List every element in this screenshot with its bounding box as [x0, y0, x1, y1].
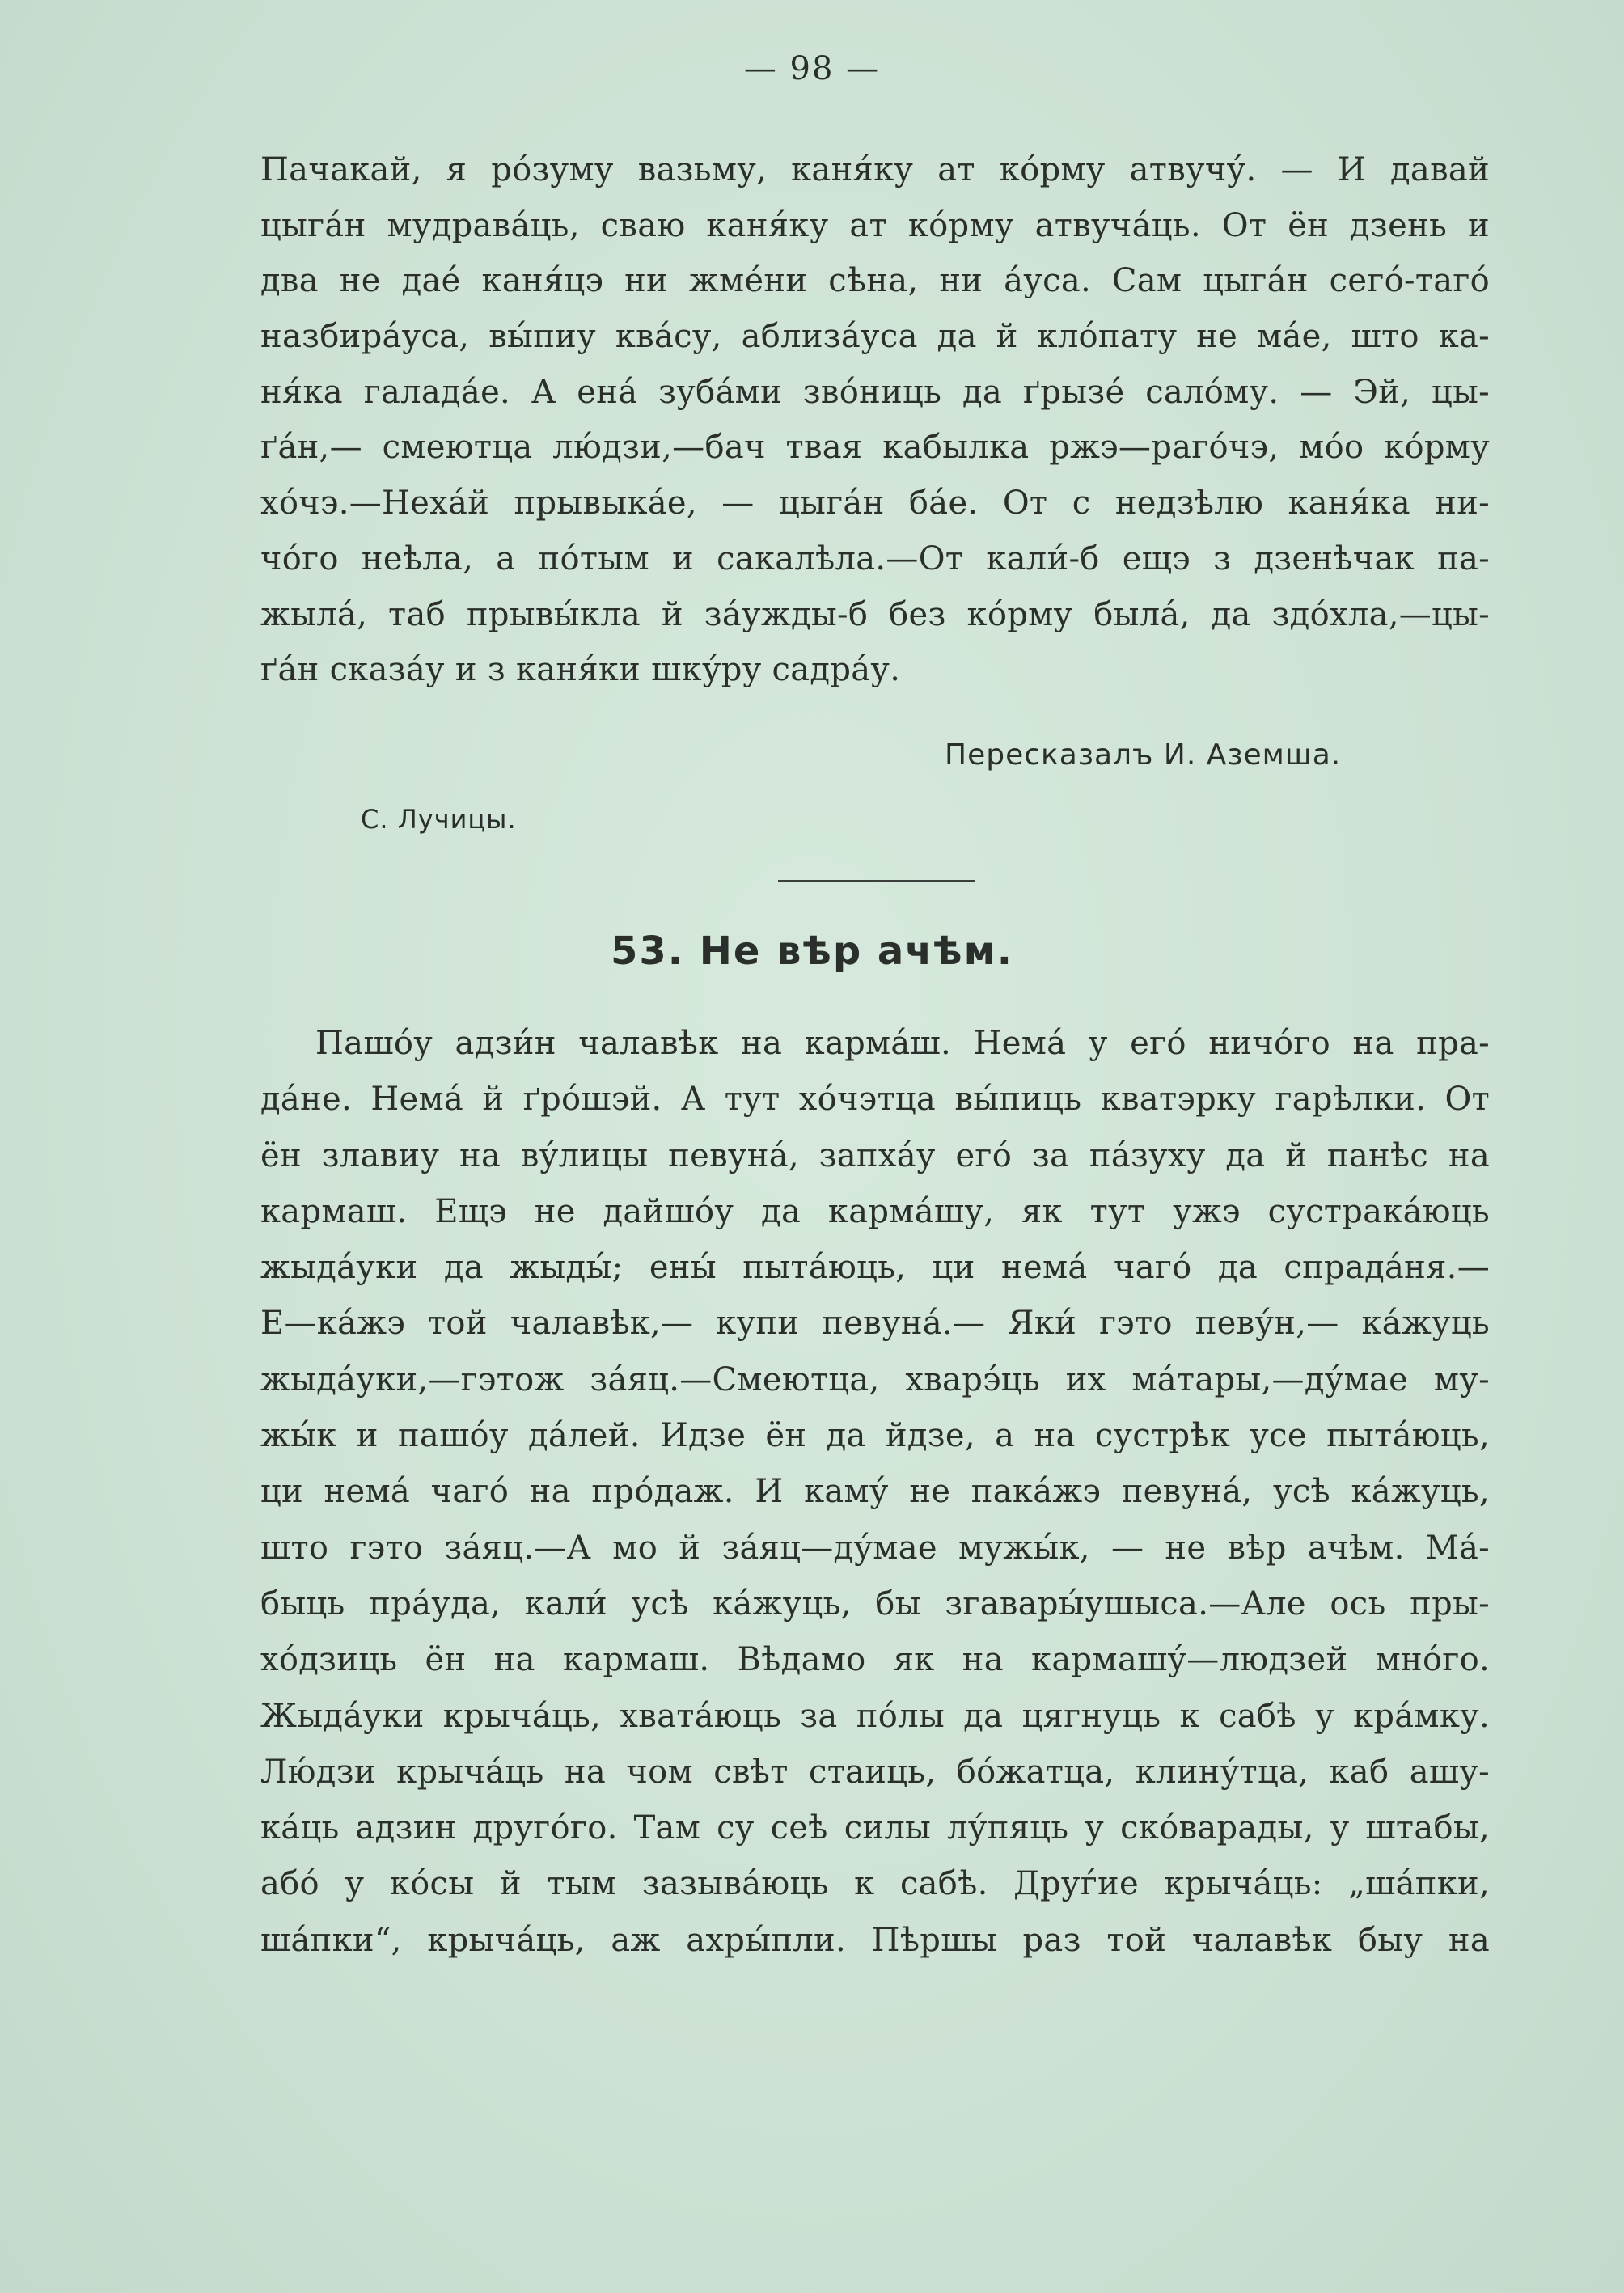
text-line: быць пра́уда, кали́ усѣ ка́жуць, бы згавары́ушыса.—Але ось пры- — [260, 1584, 1490, 1622]
text-line: ґа́н,— смеютца лю́дзи,—бач твая кабылка ржэ—раго́чэ, мо́о ко́рму — [260, 429, 1490, 467]
text-line: ґа́н сказа́у и з каня́ки шку́ру садра́у. — [260, 651, 901, 689]
retold-by-signature: Пересказалъ И. Аземша. — [945, 738, 1342, 772]
text-line: жыда́уки,—гэтож за́яц.—Смеютца, хварэ́ць их ма́тары,—ду́мае му- — [260, 1360, 1490, 1398]
paragraph-story-53 — [260, 1027, 1490, 1980]
text-line: ка́ць адзин друго́го. Там су сеѣ силы лу́пяць у ско́варады, у штабы, — [260, 1809, 1490, 1847]
text-line: што гэто за́яц.—А мо й за́яц—ду́мае мужы́к, — не вѣр ачѣм. Ма́- — [260, 1529, 1490, 1567]
text-line: хо́чэ.—Неха́й прывыка́е, — цыга́н ба́е. От с недзѣлю каня́ка ни- — [260, 484, 1490, 522]
text-line: Лю́дзи крыча́ць на чом свѣт стаиць, бо́жатца, клину́тца, каб ашу- — [260, 1753, 1490, 1791]
text-line: жы́к и пашо́у да́лей. Идзе ён да йдзе, а на сустрѣк усе пыта́юць, — [260, 1417, 1490, 1455]
text-line: Жыда́уки крыча́ць, хвата́юць за по́лы да цягнуць к сабѣ у кра́мку. — [260, 1697, 1490, 1735]
text-line: хо́дзиць ён на кармаш. Вѣдамо як на кармашу́—людзей мно́го. — [260, 1641, 1490, 1679]
text-line: Пачакай, я ро́зуму вазьму, каня́ку ат ко́рму атвучу́. — И давай — [260, 151, 1490, 188]
section-divider — [778, 880, 975, 882]
text-line: або́ у ко́сы й тым зазыва́юць к сабѣ. Друѓие крыча́ць: „ша́пки, — [260, 1865, 1490, 1903]
text-line: назбира́уса, вы́пиу ква́су, аблиза́уса да й кло́пату не ма́е, што ка- — [260, 318, 1490, 356]
place-name: С. Лучицы. — [361, 804, 517, 835]
page-number: — 98 — — [743, 50, 881, 87]
text-line: цыга́н мудрава́ць, сваю каня́ку ат ко́рму атвуча́ць. От ён дзень и — [260, 206, 1490, 244]
text-line: жыда́уки да жыды́; ены́ пыта́юць, ци нема́ чаго́ да спрада́ня.— — [260, 1249, 1490, 1287]
text-line: два не дае́ каня́цэ ни жме́ни сѣна, ни а́уса. Сам цыга́н сего́-таго́ — [260, 262, 1490, 300]
text-line: ци нема́ чаго́ на про́даж. И каму́ не пака́жэ певуна́, усѣ ка́жуць, — [260, 1473, 1490, 1511]
text-line: ён злавиу на ву́лицы певуна́, запха́у его́ за па́зуху да й панѣс на — [260, 1136, 1490, 1174]
text-line: Е—ка́жэ той чалавѣк,— купи певуна́.— Яки́ гэто певу́н,— ка́жуць — [260, 1305, 1490, 1343]
paragraph-story-end — [260, 151, 1490, 709]
text-line: ня́ка галада́е. А ена́ зуба́ми зво́ниць да ґрызе́ сало́му. — Эй, цы- — [260, 373, 1490, 411]
text-line: жыла́, таб прывы́кла й за́ужды-б без ко́рму была́, да здо́хла,—цы- — [260, 595, 1490, 633]
text-line: чо́го неѣла, а по́тым и сакалѣла.—От кали́-б ещэ з дзенѣчак па- — [260, 539, 1490, 577]
text-line: Пашо́у адзи́н чалавѣк на карма́ш. Нема́ у его́ ничо́го на пра- — [315, 1025, 1490, 1062]
story-heading: 53. Не вѣр ачѣм. — [610, 929, 1014, 974]
text-line: ша́пки“, крыча́ць, аж ахры́пли. Пѣршы раз той чалавѣк быу на — [260, 1921, 1490, 1959]
text-line: да́не. Нема́ й ґро́шэй. А тут хо́чэтца вы́пиць кватэрку гарѣлки. От — [260, 1081, 1490, 1119]
text-line: кармаш. Ещэ не дайшо́у да карма́шу, як тут ужэ сустрака́юць — [260, 1192, 1490, 1230]
